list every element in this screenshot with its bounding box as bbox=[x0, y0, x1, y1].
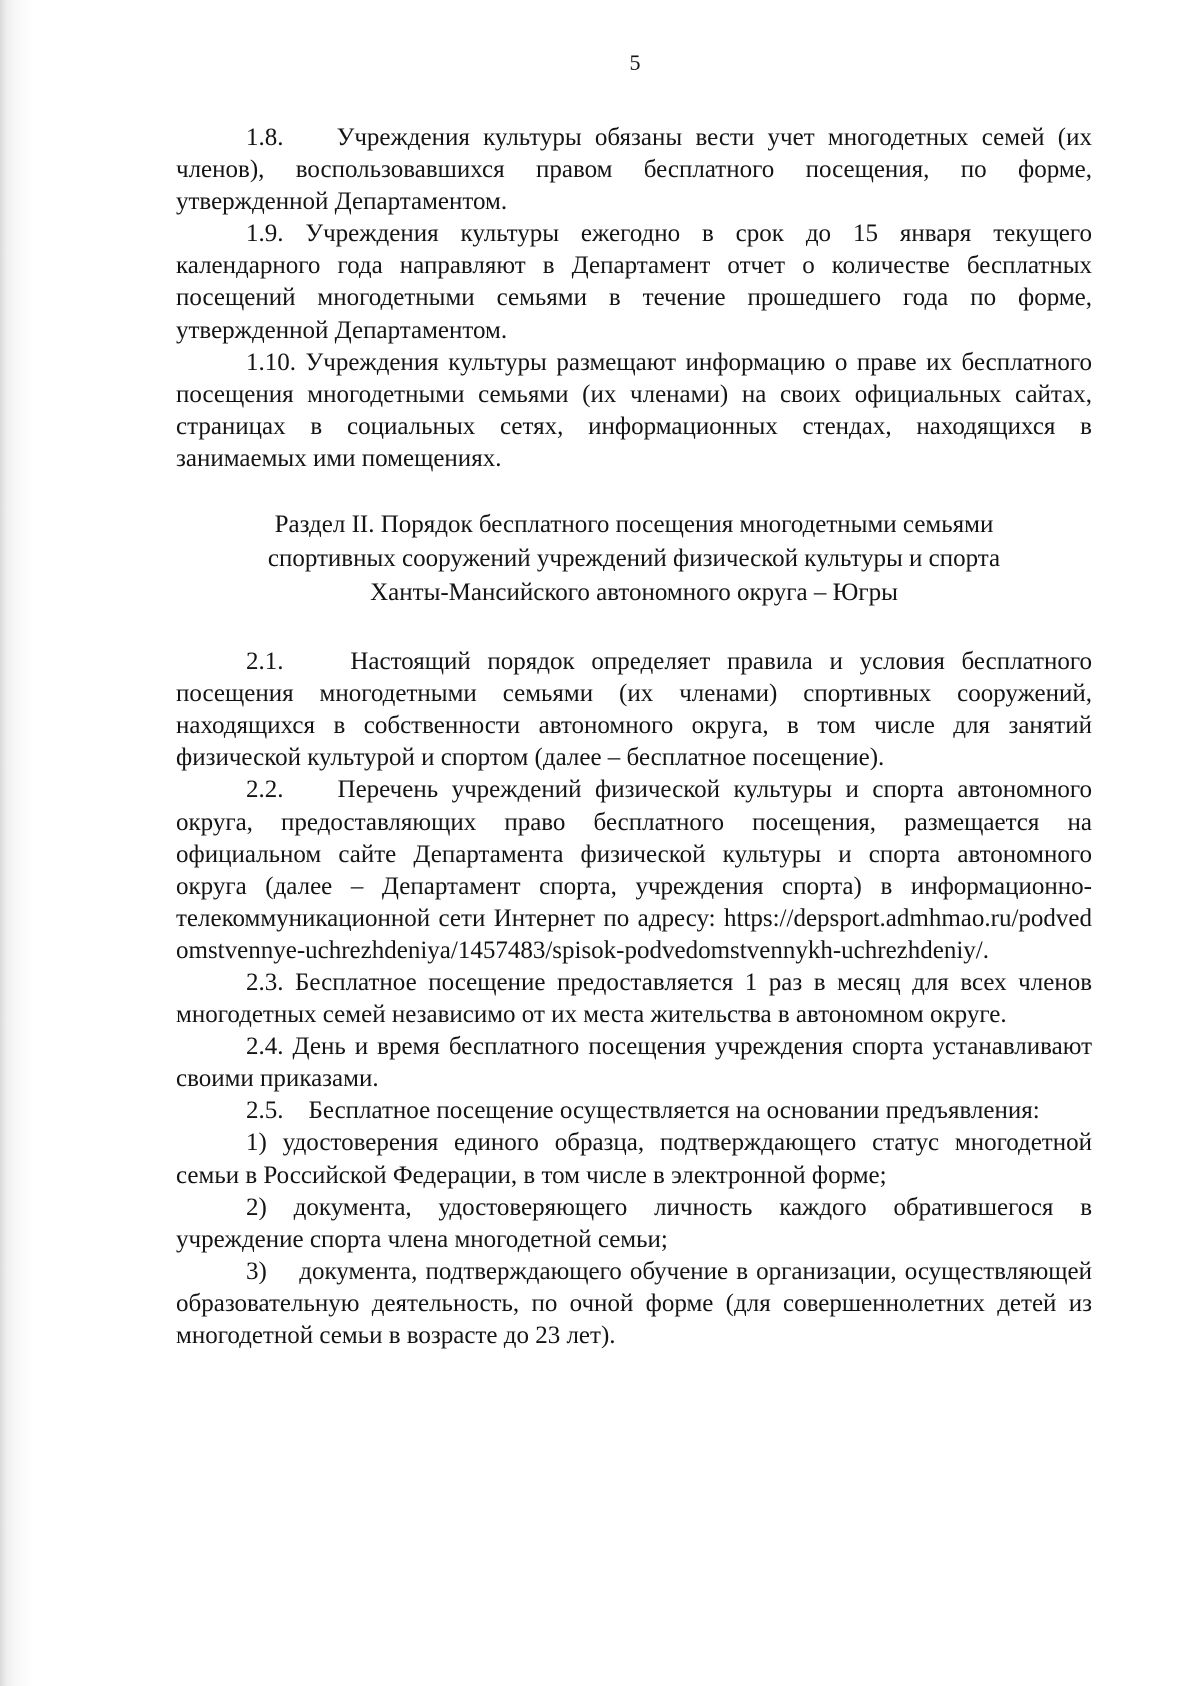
paragraph-text: Учреждения культуры обязаны вести учет многодетных семей (их членов), воспользовавшихся правом бесплатного посещения, по форме, утвержденной Департаментом. bbox=[176, 124, 1092, 216]
paragraph-text: Бесплатное посещение предоставляется 1 раз в месяц для всех членов многодетных семей независимо от их места жительства в автономном округе. bbox=[176, 968, 1092, 1029]
list-item-2 bbox=[176, 1192, 1092, 1256]
paragraph-text: Учреждения культуры размещают информацию о праве их бесплатного посещения многодетными семьями (их членами) на своих официальных сайтах, страницах в социальных сетях, информационных стендах, находящихся в занимаемых ими помещениях. bbox=[176, 348, 1092, 472]
paragraph-number: 2.5. bbox=[246, 1097, 284, 1125]
paragraph-text: Бесплатное посещение осуществляется на основании предъявления: bbox=[308, 1097, 1040, 1125]
paragraph-text: Учреждения культуры ежегодно в срок до 15 января текущего календарного года направляют в Департамент отчет о количестве бесплатных посещений многодетными семьями в течение прошедшего года по форме, утвержденной Департаментом. bbox=[176, 220, 1092, 344]
page-number: 5 bbox=[629, 50, 641, 75]
paragraph-text: День и время бесплатного посещения учреждения спорта устанавливают своими приказами. bbox=[176, 1033, 1092, 1093]
paragraph-2-5 bbox=[176, 1095, 1092, 1127]
list-item-1 bbox=[176, 1127, 1092, 1191]
list-item-number: 3) bbox=[246, 1257, 267, 1285]
depsport-url-link[interactable]: https://depsport.admhmao.ru/podvedomstvennye-uchrezhdeniya/1457483/spisok-podvedomstvennykh-uchrezhdeniy/. bbox=[176, 904, 1092, 964]
paragraph-number: 2.3. bbox=[246, 968, 284, 996]
list-item-text: удостоверения единого образца, подтверждающего статус многодетной семьи в Российской Федерации, в том числе в электронной форме; bbox=[176, 1129, 1092, 1189]
paragraph-number: 1.8. bbox=[246, 124, 284, 151]
scan-edge-shadow bbox=[0, 0, 34, 1686]
list-item-text: документа, удостоверяющего личность каждого обратившегося в учреждение спорта члена многодетной семьи; bbox=[176, 1193, 1093, 1253]
paragraph-2-2 bbox=[176, 774, 1092, 967]
paragraph-number: 2.4. bbox=[246, 1033, 284, 1061]
section-heading-line: Ханты-Мансийского автономного округа – Югры bbox=[370, 579, 898, 607]
paragraph-text: Перечень учреждений физической культуры и спорта автономного округа, предоставляющих право бесплатного посещения, размещается на официальном сайте Департамента физической культуры и спорта автономного округа (далее – Департамент спорта, учреждения спорта) в информационно-телекоммуникационной сети Интернет по адресу: bbox=[176, 776, 1092, 932]
paragraph-number: 1.9. bbox=[246, 220, 284, 248]
paragraph-text: Настоящий порядок определяет правила и условия бесплатного посещения многодетными семьями (их членами) спортивных сооружений, находящихся в собственности автономного округа, в том числе для занятий физической культурой и спортом (далее – бесплатное посещение). bbox=[176, 648, 1092, 772]
paragraph-number: 1.10. bbox=[246, 348, 296, 376]
section-heading-line: Раздел II. Порядок бесплатного посещения многодетными семьями bbox=[274, 511, 994, 539]
paragraph-2-4 bbox=[176, 1031, 1092, 1095]
paragraph-2-1 bbox=[176, 646, 1092, 774]
section-heading-line: спортивных сооружений учреждений физической культуры и спорта bbox=[267, 545, 1001, 573]
document-body bbox=[176, 122, 1092, 1352]
paragraph-2-3 bbox=[176, 967, 1092, 1031]
paragraph-number: 2.2. bbox=[246, 776, 284, 804]
section-2-heading bbox=[176, 508, 1092, 610]
paragraph-1-9 bbox=[176, 218, 1092, 346]
list-item-number: 1) bbox=[246, 1129, 267, 1157]
paragraph-number: 2.1. bbox=[246, 648, 284, 676]
list-item-3 bbox=[176, 1256, 1092, 1352]
paragraph-1-10 bbox=[176, 347, 1092, 475]
paragraph-1-8 bbox=[176, 122, 1092, 218]
list-item-text: документа, подтверждающего обучение в организации, осуществляющей образовательную деятельность, по очной форме (для совершеннолетних детей из многодетной семьи в возрасте до 23 лет). bbox=[176, 1257, 1092, 1349]
list-item-number: 2) bbox=[246, 1193, 267, 1221]
